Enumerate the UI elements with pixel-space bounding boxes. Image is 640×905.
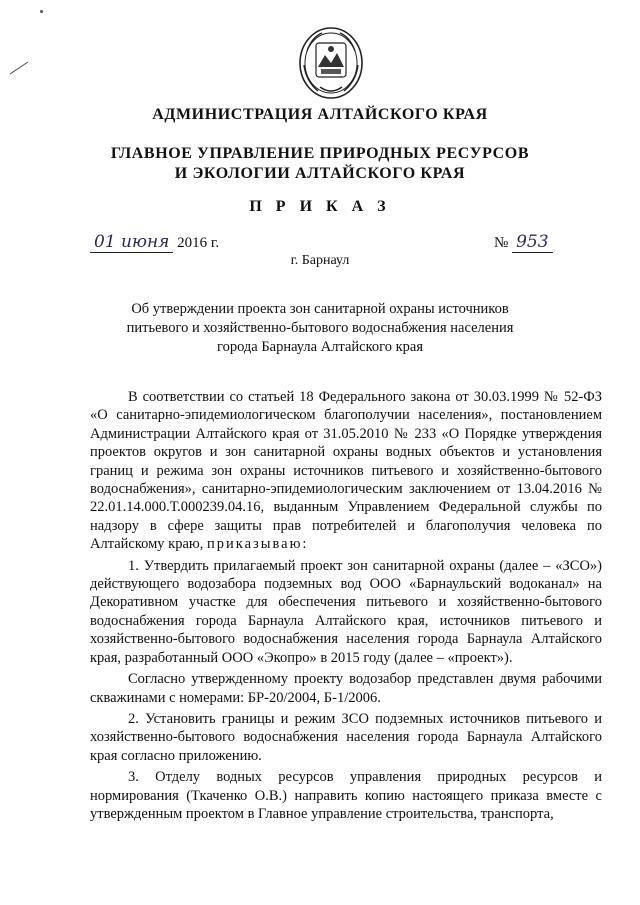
number-label: № xyxy=(494,235,509,251)
order-body xyxy=(90,388,602,826)
org-title: АДМИНИСТРАЦИЯ АЛТАЙСКОГО КРАЯ xyxy=(152,106,488,123)
subject-line3: города Барнаула Алтайского края xyxy=(216,339,423,355)
preamble-text: В соответствии со статьей 18 Федерального закона от 30.03.1999 № 52-ФЗ «О санитарно-эпидемиологическом благополучии населения», постановлением Администрации Алтайского края от 31.05.2010 № 233 «О Порядке утверждения проектов округов и зон санитарной охраны водных объектов и установления границ и режима зон охраны источников питьевого и хозяйственно-бытового водоснабжения», санитарно-эпидемиологическим заключением от 13.04.2016 № 22.01.14.000.Т.000239.04.16, выданным Управлением Федеральной службы по надзору в сфере защиты прав потребителей и благополучия человека по Алтайскому краю, xyxy=(90,389,602,553)
order-year: 2016 г. xyxy=(177,235,220,251)
body-paragraph-2: 2. Установить границы и режим ЗСО подземных источников питьевого и хозяйственно-бытового водоснабжения населения города Барнаула Алтайского края согласно приложению. xyxy=(90,710,602,764)
handwritten-date: 01 июня xyxy=(90,232,173,253)
order-verb: приказываю: xyxy=(207,536,309,553)
doc-type: П Р И К А З xyxy=(249,198,391,215)
dept-title-line1: ГЛАВНОЕ УПРАВЛЕНИЕ ПРИРОДНЫХ РЕСУРСОВ xyxy=(110,145,530,162)
pen-tick-mark-icon xyxy=(8,60,30,76)
body-paragraph-3: 3. Отделу водных ресурсов управления природных ресурсов и нормирования (Ткаченко О.В.) направить копию настоящего приказа вместе с утвержденным проектом в Главное управление строительства, транспорта, xyxy=(90,769,602,822)
body-paragraph-wells: Согласно утвержденному проекту водозабор представлен двумя рабочими скважинами с номерами: БР-20/2004, Б-1/2006. xyxy=(90,671,602,706)
order-subject xyxy=(0,300,640,357)
subject-line2: питьевого и хозяйственно-бытового водоснабжения населения xyxy=(126,320,514,336)
subject-line1: Об утверждении проекта зон санитарной охраны источников xyxy=(131,301,509,317)
scan-speck xyxy=(40,10,43,13)
body-paragraph-preamble xyxy=(90,388,602,554)
dept-title-line2: И ЭКОЛОГИИ АЛТАЙСКОГО КРАЯ xyxy=(174,165,466,182)
order-number xyxy=(494,232,553,252)
city: г. Барнаул xyxy=(290,253,350,268)
coat-of-arms-icon xyxy=(298,25,364,101)
handwritten-number: 953 xyxy=(512,232,552,253)
order-date xyxy=(90,232,219,252)
body-paragraph-1: 1. Утвердить прилагаемый проект зон санитарной охраны (далее – «ЗСО») действующего водозабора подземных вод ООО «Барнаульский водоканал» на Декоративном участке для обеспечения питьевого и хозяйственно-бытового водоснабжения города Барнаула Алтайского края, источников питьевого и хозяйственно-бытового водоснабжения населения города Барнаула Алтайского края, разработанный ООО «Экопро» в 2015 году (далее – «проект»). xyxy=(90,557,602,666)
dept-title xyxy=(0,144,640,184)
